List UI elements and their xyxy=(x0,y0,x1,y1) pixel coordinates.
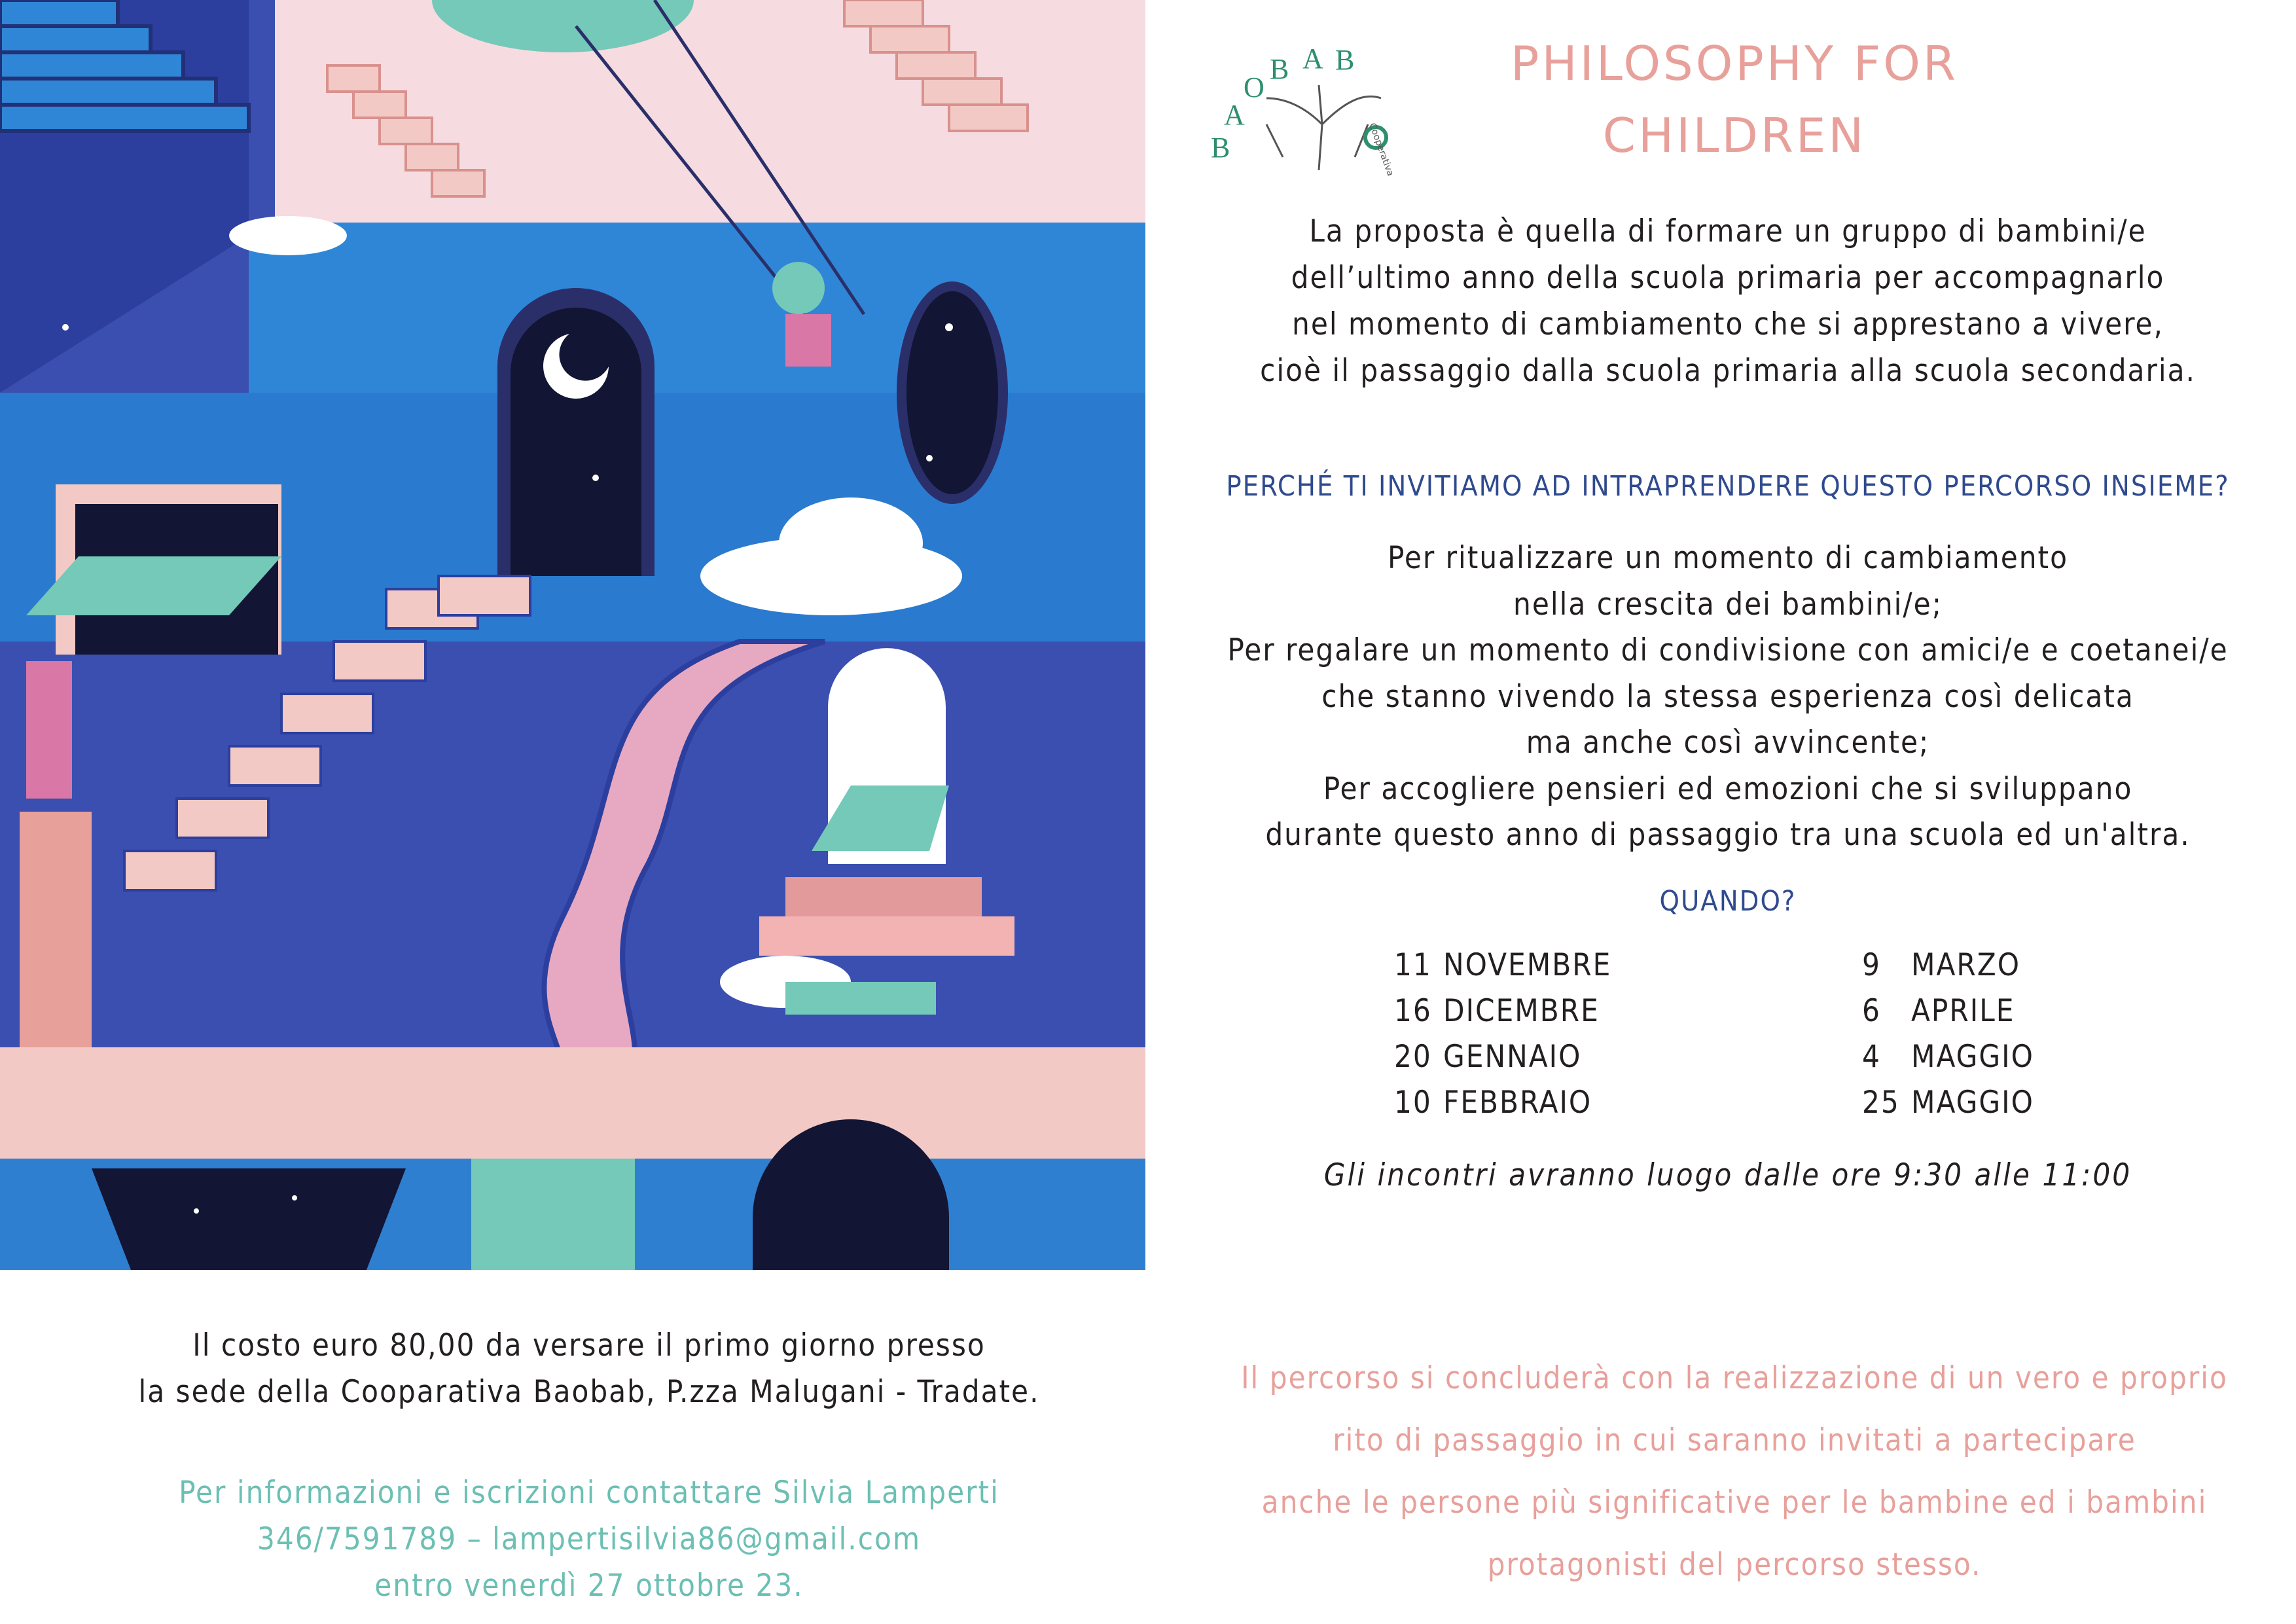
standing-woman xyxy=(26,661,72,799)
date-item: 16 DICEMBRE xyxy=(1394,993,1600,1029)
why-heading: PERCHÉ TI INVITIAMO AD INTRAPRENDERE QUESTO PERCORSO INSIEME? xyxy=(1226,470,2230,503)
date-item: 20 GENNAIO xyxy=(1394,1039,1582,1075)
title-line-2: CHILDREN xyxy=(1602,108,1867,163)
cost-info: Il costo euro 80,00 da versare il primo giorno presso la sede della Cooparativa Baobab, P.zza Malugani - Tradate. xyxy=(138,1327,1040,1410)
bottom-night-window xyxy=(92,1168,406,1270)
svg-text:B: B xyxy=(1211,132,1230,164)
pink-steps xyxy=(785,877,982,916)
intro-paragraph: La proposta è quella di formare un gruppo di bambini/e dell’ultimo anno della scuola primaria per accompagnarlo nel momento di cambiamento che si apprestano a vivere, cioè il passaggio dalla scuola primaria alla scuola secondaria. xyxy=(1260,213,2196,389)
contact-line: Per informazioni e iscrizioni contattare Silvia Lamperti xyxy=(179,1475,999,1511)
night-sky-door xyxy=(511,308,641,576)
svg-text:B: B xyxy=(1270,53,1289,85)
contact-info xyxy=(65,1470,1113,1609)
date-item: 4 MAGGIO xyxy=(1862,1039,2034,1075)
dreamscape-illustration xyxy=(0,0,1145,1270)
date-item: 6 APRILE xyxy=(1862,993,2015,1029)
when-heading: QUANDO? xyxy=(1659,885,1797,918)
svg-text:B: B xyxy=(1335,44,1355,76)
dates-column-left xyxy=(1394,943,1611,1126)
date-item: 10 FEBBRAIO xyxy=(1394,1085,1592,1121)
svg-text:O: O xyxy=(1244,71,1265,103)
tree-logo-icon xyxy=(1204,26,1414,177)
logo-subtext: Cooperativa Sociale xyxy=(1367,121,1408,177)
illustration-canvas xyxy=(0,0,1145,1270)
dates-column-right xyxy=(1862,943,2034,1126)
contact-phone-email[interactable]: 346/7591789 – lampertisilvia86@gmail.com xyxy=(257,1521,922,1557)
page-title xyxy=(1427,27,2042,171)
swinging-girl xyxy=(772,262,825,314)
date-item: 9 MARZO xyxy=(1862,947,2021,983)
title-line-1: PHILOSOPHY FOR xyxy=(1511,36,1958,91)
reasons-list: Per ritualizzare un momento di cambiamento nella crescita dei bambini/e; Per regalare un momento di condivisione con amici/e e coetanei/e che stanno vivendo la stessa esperienza così delicata ma anche così avvincente; Per accogliere pensieri ed emozioni che si sviluppano durante questo anno di passaggio tra una scuola ed un'altra. xyxy=(1227,540,2229,853)
contact-deadline: entro venerdì 27 ottobre 23. xyxy=(374,1568,804,1604)
closing-paragraph: Il percorso si concluderà con la realizzazione di un vero e proprio rito di passaggio in cui saranno invitati a partecipare anche le persone più significative per le bambine ed i bambini protagonisti del percorso stesso. xyxy=(1241,1360,2228,1583)
svg-text:A: A xyxy=(1224,99,1245,131)
lying-boy xyxy=(785,982,936,1015)
baobab-logo xyxy=(1204,26,1414,177)
svg-text:A: A xyxy=(1302,43,1323,75)
pink-floor xyxy=(0,1047,1145,1159)
date-item: 25 MAGGIO xyxy=(1862,1085,2034,1121)
date-item: 11 NOVEMBRE xyxy=(1394,947,1612,983)
time-note: Gli incontri avranno luogo dalle ore 9:30 alle 11:00 xyxy=(1323,1157,2132,1193)
